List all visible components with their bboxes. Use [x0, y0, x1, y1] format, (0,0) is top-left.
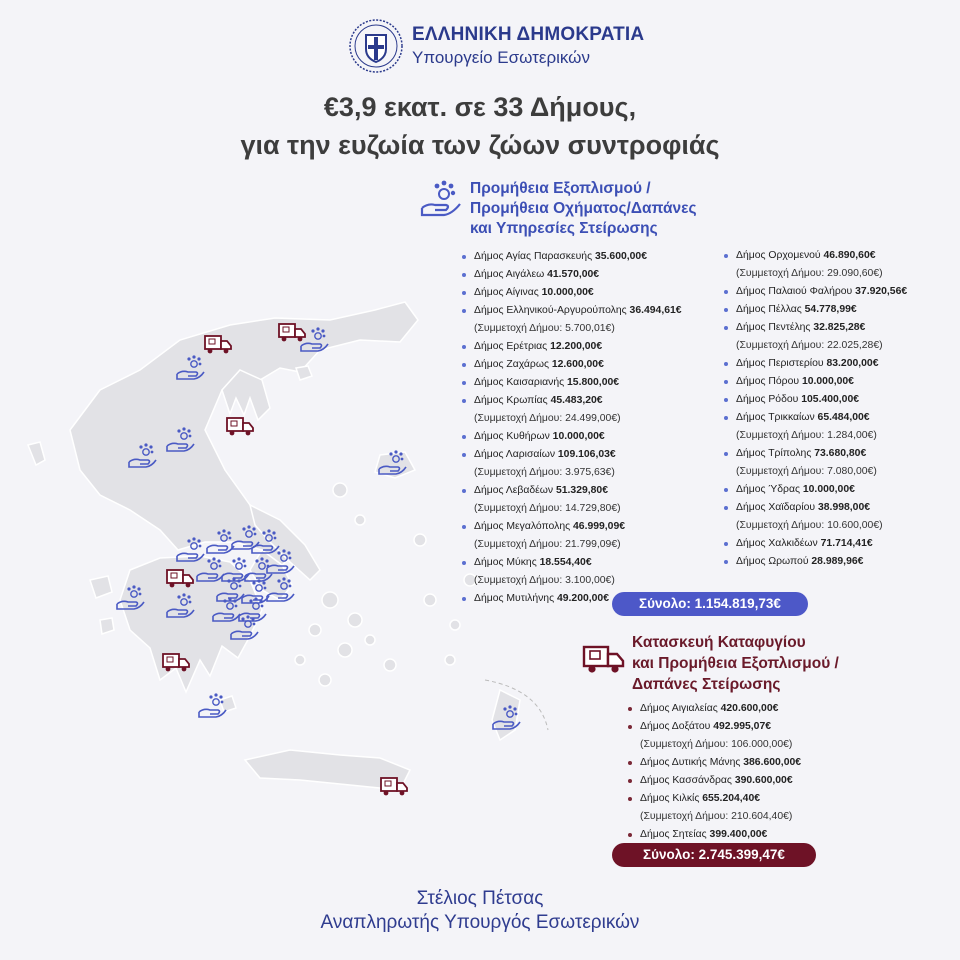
municipality-contribution [626, 736, 801, 754]
municipality-item [626, 754, 801, 772]
municipality-name: Δήμος Ρόδου [736, 394, 799, 405]
greek-state-emblem-icon [348, 18, 404, 74]
equipment-list-left [460, 248, 682, 608]
municipality-amount: 38.998,00€ [818, 502, 871, 513]
municipality-name: Δήμος Αιγιαλείας [640, 703, 718, 714]
municipality-item [460, 392, 682, 410]
municipality-name: (Συμμετοχή Δήμου: 1.284,00€) [736, 430, 877, 441]
municipality-item [626, 772, 801, 790]
municipality-name: Δήμος Μεγαλόπολης [474, 521, 571, 532]
municipality-name: Δήμος Μυτιλήνης [474, 593, 555, 604]
municipality-amount: 46.890,60€ [823, 250, 876, 261]
municipality-contribution [460, 410, 682, 428]
municipality-name: Δήμος Ερέτριας [474, 341, 548, 352]
municipality-name: (Συμμετοχή Δήμου: 10.600,00€) [736, 520, 883, 531]
minister-role: Αναπληρωτής Υπουργός Εσωτερικών [320, 912, 640, 933]
municipality-item [460, 554, 682, 572]
municipality-amount: 10.000,00€ [802, 484, 855, 495]
municipality-name: (Συμμετοχή Δήμου: 3.975,63€) [474, 467, 615, 478]
municipality-name: Δήμος Πεντέλης [736, 322, 811, 333]
municipality-contribution [722, 265, 907, 283]
municipality-item [460, 518, 682, 536]
municipality-amount: 49.200,00€ [556, 593, 609, 604]
municipality-item [722, 373, 907, 391]
municipality-amount: 51.329,80€ [555, 485, 608, 496]
municipality-name: Δήμος Ελληνικού-Αργυρούπολης [474, 305, 627, 316]
municipality-contribution [722, 517, 907, 535]
municipality-name: Δήμος Κυθήρων [474, 431, 550, 442]
municipality-amount: 18.554,40€ [539, 557, 592, 568]
municipality-item [626, 790, 801, 808]
municipality-name: Δήμος Αιγάλεω [474, 269, 545, 280]
municipality-name: Δήμος Αγίας Παρασκευής [474, 251, 593, 262]
headline-line-2: για την ευζωία των ζώων συντροφιάς [240, 130, 720, 160]
hand-paw-icon [420, 178, 462, 220]
municipality-item [460, 338, 682, 356]
municipality-name: (Συμμετοχή Δήμου: 22.025,28€) [736, 340, 883, 351]
truck-icon [582, 644, 626, 674]
municipality-name: Δήμος Κρωπίας [474, 395, 548, 406]
municipality-amount: 10.000,00€ [552, 431, 605, 442]
municipality-name: Δήμος Λαρισαίων [474, 449, 556, 460]
municipality-item [460, 428, 682, 446]
municipality-name: Δήμος Σητείας [640, 829, 707, 840]
municipality-item [460, 356, 682, 374]
municipality-amount: 492.995,07€ [713, 721, 772, 732]
municipality-name: (Συμμετοχή Δήμου: 24.499,00€) [474, 413, 621, 424]
municipality-name: (Συμμετοχή Δήμου: 5.700,01€) [474, 323, 615, 334]
municipality-name: Δήμος Τρίπολης [736, 448, 812, 459]
municipality-amount: 390.600,00€ [734, 775, 793, 786]
minister-name: Στέλιος Πέτσας [416, 888, 544, 909]
municipality-item [626, 700, 801, 718]
municipality-item [626, 718, 801, 736]
municipality-item [460, 284, 682, 302]
municipality-contribution [460, 572, 682, 590]
equipment-total-badge: Σύνολο: 1.154.819,73€ [612, 592, 808, 616]
municipality-name: Δήμος Καισαριανής [474, 377, 565, 388]
municipality-amount: 12.200,00€ [550, 341, 603, 352]
municipality-item [722, 391, 907, 409]
municipality-item [460, 482, 682, 500]
municipality-item [460, 248, 682, 266]
municipality-item [722, 553, 907, 571]
municipality-amount: 54.778,99€ [804, 304, 857, 315]
municipality-amount: 35.600,00€ [594, 251, 647, 262]
municipality-name: Δήμος Κασσάνδρας [640, 775, 732, 786]
municipality-name: Δήμος Δυτικής Μάνης [640, 757, 741, 768]
municipality-name: Δήμος Χαϊδαρίου [736, 502, 816, 513]
municipality-amount: 73.680,80€ [814, 448, 867, 459]
municipality-contribution [460, 500, 682, 518]
municipality-name: Δήμος Τρικκαίων [736, 412, 815, 423]
municipality-amount: 46.999,09€ [573, 521, 626, 532]
municipality-amount: 71.714,41€ [820, 538, 873, 549]
municipality-name: Δήμος Ορχομενού [736, 250, 821, 261]
municipality-name: Δήμος Ύδρας [736, 484, 800, 495]
municipality-item [460, 446, 682, 464]
headline-line-1: €3,9 εκατ. σε 33 Δήμους, [323, 92, 637, 122]
municipality-item [722, 247, 907, 265]
municipality-name: Δήμος Πέλλας [736, 304, 802, 315]
municipality-amount: 10.000,00€ [541, 287, 594, 298]
shelter-title-line-1: Κατασκευή Καταφυγίου [632, 634, 806, 651]
municipality-name: Δήμος Ωρωπού [736, 556, 809, 567]
municipality-amount: 41.570,00€ [547, 269, 600, 280]
municipality-amount: 109.106,03€ [557, 449, 616, 460]
municipality-item [722, 301, 907, 319]
org-name: ΕΛΛΗΝΙΚΗ ΔΗΜΟΚΡΑΤΙΑ [412, 24, 645, 45]
municipality-amount: 32.825,28€ [813, 322, 866, 333]
municipality-contribution [722, 427, 907, 445]
municipality-item [460, 374, 682, 392]
municipality-item [722, 283, 907, 301]
municipality-item [722, 499, 907, 517]
municipality-name: Δήμος Λεβαδέων [474, 485, 554, 496]
municipality-item [722, 481, 907, 499]
municipality-contribution [722, 463, 907, 481]
municipality-item [722, 355, 907, 373]
municipality-name: Δήμος Χαλκιδέων [736, 538, 818, 549]
equipment-list-right [722, 247, 907, 571]
municipality-name: (Συμμετοχή Δήμου: 106.000,00€) [640, 739, 793, 750]
municipality-name: Δήμος Πόρου [736, 376, 800, 387]
municipality-name: (Συμμετοχή Δήμου: 14.729,80€) [474, 503, 621, 514]
municipality-amount: 28.989,96€ [811, 556, 864, 567]
municipality-name: (Συμμετοχή Δήμου: 210.604,40€) [640, 811, 793, 822]
shelter-total-badge: Σύνολο: 2.745.399,47€ [612, 843, 816, 867]
municipality-name: Δήμος Ζαχάρως [474, 359, 549, 370]
municipality-name: (Συμμετοχή Δήμου: 21.799,09€) [474, 539, 621, 550]
municipality-contribution [460, 536, 682, 554]
municipality-item [722, 319, 907, 337]
municipality-item [722, 445, 907, 463]
municipality-amount: 386.600,00€ [743, 757, 802, 768]
municipality-item [460, 266, 682, 284]
municipality-amount: 83.200,00€ [826, 358, 879, 369]
municipality-amount: 105.400,00€ [801, 394, 860, 405]
municipality-contribution [626, 808, 801, 826]
ministry-name: Υπουργείο Εσωτερικών [412, 48, 590, 67]
shelter-title-line-2: και Προμήθεια Εξοπλισμού / [632, 655, 839, 672]
municipality-contribution [722, 337, 907, 355]
municipality-contribution [460, 320, 682, 338]
equipment-title-line-2: Προμήθεια Οχήματος/Δαπάνες [470, 200, 697, 217]
municipality-name: Δήμος Παλαιού Φαλήρου [736, 286, 853, 297]
municipality-item [626, 826, 801, 844]
municipality-amount: 655.204,40€ [702, 793, 761, 804]
municipality-name: Δήμος Κιλκίς [640, 793, 700, 804]
municipality-item [722, 409, 907, 427]
municipality-name: (Συμμετοχή Δήμου: 3.100,00€) [474, 575, 615, 586]
municipality-amount: 15.800,00€ [567, 377, 620, 388]
municipality-amount: 65.484,00€ [817, 412, 870, 423]
municipality-amount: 399.400,00€ [709, 829, 768, 840]
municipality-name: Δήμος Αίγινας [474, 287, 539, 298]
municipality-item [460, 302, 682, 320]
municipality-name: (Συμμετοχή Δήμου: 29.090,60€) [736, 268, 883, 279]
municipality-amount: 420.600,00€ [720, 703, 779, 714]
municipality-amount: 36.494,61€ [629, 305, 682, 316]
equipment-title-line-3: και Υπηρεσίες Στείρωσης [470, 220, 658, 237]
shelter-title-line-3: Δαπάνες Στείρωσης [632, 676, 781, 693]
municipality-name: Δήμος Δοξάτου [640, 721, 711, 732]
municipality-amount: 45.483,20€ [550, 395, 603, 406]
municipality-amount: 12.600,00€ [551, 359, 604, 370]
municipality-contribution [460, 464, 682, 482]
municipality-name: (Συμμετοχή Δήμου: 7.080,00€) [736, 466, 877, 477]
municipality-amount: 10.000,00€ [801, 376, 854, 387]
shelter-list [626, 700, 801, 844]
municipality-amount: 37.920,56€ [855, 286, 908, 297]
equipment-title-line-1: Προμήθεια Εξοπλισμού / [470, 180, 651, 197]
municipality-name: Δήμος Μύκης [474, 557, 537, 568]
municipality-name: Δήμος Περιστερίου [736, 358, 824, 369]
municipality-item [722, 535, 907, 553]
